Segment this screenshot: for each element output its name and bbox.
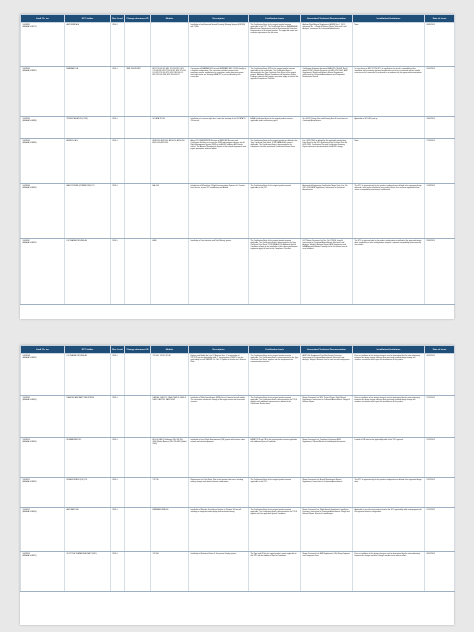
- cell-stc-holder: EMBRAER S.A.: [65, 67, 111, 117]
- table-row: [21, 67, 455, 117]
- column-header: Rev. Level: [111, 346, 125, 354]
- easa-reference: (EASA.A.S.08887): [22, 70, 37, 73]
- cell-limitations: Applicable to S/N 1000 and up: [353, 117, 425, 139]
- change-number: 10033908: [22, 355, 31, 357]
- cell-limitations: Prior to installation of this design change it must be determined that the interrelationship between this design change and any other previously installed design change will introduce no adverse effect upon the airworthiness of the product.: [353, 396, 425, 438]
- table-row: [21, 438, 455, 478]
- cell-rev-level: REV. 0: [111, 354, 125, 396]
- cell-date-of-issue: 08/05/2015: [425, 23, 455, 67]
- cell-change-no: [21, 396, 65, 438]
- cell-models: 737-700: [151, 478, 189, 508]
- cell-rev-level: REV. 0: [111, 478, 125, 508]
- cell-stc-holder: AEROSPATIALE: [65, 23, 111, 67]
- table-row: [21, 508, 455, 552]
- column-header: Change document ID: [125, 346, 151, 354]
- cell-change-no: [21, 139, 65, 184]
- cell-cert-basis: The Type and CB for the original product remain applicable to this STC with the addition of Special Conditions.: [249, 552, 301, 592]
- change-number: 10033905: [22, 140, 31, 142]
- cell-change-no: [21, 184, 65, 239]
- column-header: Models: [151, 346, 189, 354]
- cell-rev-level: REV. 0: [111, 438, 125, 478]
- cell-rev-level: REV. 0: [111, 67, 125, 117]
- change-number: 10033913: [22, 553, 31, 555]
- change-number: 10033903: [22, 68, 31, 70]
- change-number: 10033907: [22, 240, 31, 242]
- cell-date-of-issue: 08/11/2015: [425, 354, 455, 396]
- easa-reference: (EASA.A.S.08889): [22, 142, 37, 145]
- cell-description: Installation of Live television and 'Feel Making' system.: [189, 239, 249, 305]
- cell-date-of-issue: 12/11/2015: [425, 396, 455, 438]
- table-row: [21, 478, 455, 508]
- cell-models: [151, 23, 189, 67]
- column-header: Installation/Limitations: [353, 15, 425, 23]
- cell-date-of-issue: 17/06/2015: [425, 139, 455, 184]
- cell-stc-holder: BAE SYSTEMS (OPERATIONS) LTD: [65, 184, 111, 239]
- cell-models: EMBRAER EMB-500: [151, 508, 189, 552]
- cell-change-doc: [125, 438, 151, 478]
- column-header: Models: [151, 15, 189, 23]
- cell-limitations: None: [353, 139, 425, 184]
- column-header: Date of issue: [425, 15, 455, 23]
- cell-date-of-issue: 18/05/2015: [425, 117, 455, 139]
- cell-limitations: In case where no ERJ 170/190 STC is installed on the aircraft, compatibility of this installation with previously approved modifications must be re-assessed and the installer must ensure the conversion is performed in accordance with the approved documentation.: [353, 67, 425, 117]
- column-header: Description: [189, 346, 249, 354]
- cell-models: A318-100, A319-100, A320-100, A320-200, A321-100, A321-200: [151, 139, 189, 184]
- cell-stc-holder: SCOTTISH TRAINER AIRCRAFT (INTL): [65, 552, 111, 592]
- cell-stc-holder: TRIDENT AVIATION (CITIE): [65, 117, 111, 139]
- cell-tech-docs: AFMT 800 Supplement Post-Mod Design Document, Instructions for Continued Airworthiness, Electrical Load Analysis, Weight & Balance Data for each aircraft configuration.: [301, 354, 353, 396]
- cell-rev-level: REV. 0: [111, 552, 125, 592]
- cell-rev-level: REV. 0: [111, 139, 125, 184]
- cell-limitations: Prior to installation of this design change it must be determined that the interrelationship between this change and other changes introduces no adverse effect.: [353, 552, 425, 592]
- cell-rev-level: REV. 0: [111, 239, 125, 305]
- cell-models: BD-100-1A10 (Challenger 300), BD-700-1A10 (Global Express), BD-700-1A11 (Global 5000): [151, 438, 189, 478]
- change-number: 10033852: [22, 24, 31, 26]
- stc-table: [20, 14, 455, 305]
- table-body: [21, 23, 455, 305]
- cell-rev-level: REV. 0: [111, 508, 125, 552]
- table-row: [21, 239, 455, 305]
- easa-reference: (EASA.A.S.08888): [22, 120, 37, 123]
- cell-change-doc: [125, 139, 151, 184]
- table-row: [21, 23, 455, 67]
- column-header: Rev. Level: [111, 15, 125, 23]
- cell-tech-docs: Aeronautical Engineering Certification Report Data, Doc. No. 2015-1234, AFM Supplement, Instructions for Continued Airworthiness.: [301, 184, 353, 239]
- cell-tech-docs: No. 40/107 Design Data and Drawing Rev. A, Instructions for Continued Airworthiness.: [301, 117, 353, 139]
- cell-change-no: [21, 508, 65, 552]
- cell-stc-holder: BOMBARDIER INC: [65, 438, 111, 478]
- cell-description: Installation of an In-Flight Entertainment (IFE) system with wireless cabin network and related equipment.: [189, 438, 249, 478]
- cell-change-doc: [125, 184, 151, 239]
- table-row: [21, 139, 455, 184]
- cell-cert-basis: The Certification Basis for the original product remains applicable to this STC.: [249, 478, 301, 508]
- cell-change-doc: [125, 354, 151, 396]
- document-page-1: [20, 14, 454, 319]
- cell-models: DA20-A1, DA20-C1, DA40, DA40 D, DA40 F, DA42, DA42 NG, DA42 M-NG: [151, 396, 189, 438]
- cell-tech-docs: Master Document List, Aircraft Maintenance Manual Supplement, Instructions for Continued Airworthiness.: [301, 478, 353, 508]
- cell-tech-docs: Certification Summary document EMB-FRC-CS-0001 Rev B dated 12/2015, Master Document List MDL-FRC-0002, AFM Supplement, Weight and Balance Manual Supplement, Instructions for Continued Airworthiness and Component Maintenance Manual.: [301, 67, 353, 117]
- cell-tech-docs: Airplane Flight Manual Supplement (AFMS) Rev. 1, 2015, document No. ... Weight & Balance Report, Electrical Load Analysis, Instructions for Continued Airworthiness.: [301, 23, 353, 67]
- cell-change-no: [21, 354, 65, 396]
- cell-tech-docs: Master Document List, AFM Supplement, ICA, Wiring Diagrams and Component Data.: [301, 552, 353, 592]
- cell-tech-docs: Doc. 00/95 1809 as defined by the applicable specification. Data Sheet for the 2015 Extension of the Technical Data No. 00/95 1809. Certification Plan and Certification Summary Report references documented for the ADIRU change.: [301, 139, 353, 184]
- table-row: [21, 552, 455, 592]
- cell-models: BAe 146: [151, 184, 189, 239]
- column-header: Change document ID: [125, 15, 151, 23]
- easa-reference: (EASA.A.S.08890): [22, 187, 37, 190]
- cell-cert-basis: The Certification Basis (CB) for the original product remains applicable to this certification. The Certification Basis is documented in the Type Certificate Data Sheet of the original product. Additional Special Conditions and Equivalent Safety Findings related to the freighter conversion apply as listed in the approved Compliance Checklist.: [249, 67, 301, 117]
- change-number: 10033912: [22, 509, 31, 511]
- table-body: [21, 354, 455, 592]
- cell-limitations: None: [353, 23, 425, 67]
- cell-date-of-issue: 09/07/2015: [425, 67, 455, 117]
- cell-description: Conversion of EMBRAER ERJ aircraft (EMBRAER ERJ 170/190 family) to a freighter configuration. The conversion includes removal of the passenger interior, installation of a cargo door, smoke detection system and cargo barrier net. Existing EASA STC's are not affected by this conversion.: [189, 67, 249, 117]
- cell-date-of-issue: 28/09/2015: [425, 239, 455, 305]
- cell-cert-basis: The Certification Basis for the original product remains applicable. The Certification Basis is documented in the Type Certificate Data Sheet TCDS EASA.A.110. Additional Special Conditions relating to the installation of the cabin entertainment equipment apply as listed in the Compliance Checklist.: [249, 239, 301, 305]
- table-row: [21, 396, 455, 438]
- change-number: 10033911: [22, 479, 30, 481]
- cell-limitations: Limited to S/N listed in the applicability table of the STC approval.: [353, 438, 425, 478]
- column-header: Certification basis: [249, 346, 301, 354]
- cell-description: Installation of an Enhanced Ground Proximity Warning System (EGPWS) with TCAS: [189, 23, 249, 67]
- cell-cert-basis: The Certification Basis for the original product remains applicable to this STC.: [249, 184, 301, 239]
- easa-reference: (EASA.A.S.08891): [22, 242, 37, 245]
- cell-models: SOCATA TB 700: [151, 117, 189, 139]
- cell-date-of-issue: 08/12/2015: [425, 552, 455, 592]
- column-header: Lindi Ch. no.: [21, 346, 65, 354]
- change-number: 10033904: [22, 118, 31, 120]
- cell-cert-basis: The Certification Basis for the original product as defined in the Type Certificate Data Sheet TCDS EASA.A.064 remains applicable. The Certification Basis is documented in the compliance checklist and related Certification Review Items.: [249, 139, 301, 184]
- cell-change-doc: [125, 396, 151, 438]
- cell-change-doc: [125, 508, 151, 552]
- column-header: Lindi Ch. no.: [21, 15, 65, 23]
- cell-tech-docs: LHT 'Master Document List Doc. No. 1234-M, Issue A, Instructions for Continued Airworthiness, Electrical Load Analysis, Weight & Balance Report, AFM Supplement and EASA Approved Master Drawing List for the relevant aircraft serial numbers.: [301, 239, 353, 305]
- cell-stc-holder: AEROBAYS SA: [65, 508, 111, 552]
- cell-description: Installation of Wide Stand Engine (WSE) kits on Diamond aircraft models. The conversion includes the change of the engine mount and associated structure.: [189, 396, 249, 438]
- cell-description: Installation of Enhanced Vision & Transceiver Display system.: [189, 552, 249, 592]
- easa-reference: (EASA.A.S.08897): [22, 555, 37, 558]
- cell-description: Replace and Modify the Live TV Antenna Sets: 1. Incorporation of STC/STD on the applicability table. 2. Incorporation of SB/STC into the applicability list with SB/MSN, Lic. Ref. 3. Update of the data for Lufthansa Fleet.: [189, 354, 249, 396]
- cell-description: Replacement of a Pitot Static Tube in the forward cabin area, including routing changes and related airframe modifications.: [189, 478, 249, 508]
- easa-reference: (EASA.A.S.08893): [22, 399, 37, 402]
- cell-change-doc: [125, 117, 151, 139]
- column-header: Description: [189, 15, 249, 23]
- cell-description: Introduction of Wheelchair & Flight Instrumentation Systems 3 x Transfer from Service, to new STC modification and Airfield.: [189, 184, 249, 239]
- cell-rev-level: REV. 0: [111, 184, 125, 239]
- cell-limitations: The STC is approved only for the product configuration as defined in the approved design data. Installation on other configurations requires a separate compatibility assessment by the installer.: [353, 239, 425, 305]
- cell-cert-basis: The Certification Basis for the original product remains applicable. The Certification Basis is documented in the TCDS together with the applicable Special Conditions.: [249, 508, 301, 552]
- document-page-2: [20, 345, 454, 625]
- cell-models: 747-400, 747-8I, 747-8F: [151, 354, 189, 396]
- change-number: 10033910: [22, 439, 31, 441]
- cell-change-no: [21, 67, 65, 117]
- cell-limitations: This STC is approved only for the product configuration as defined in the approved design data and it must not be installed on any product where it has not been approved before, unless a compatibility assessment is performed.: [353, 184, 425, 239]
- change-number: 10033906: [22, 185, 31, 187]
- cell-cert-basis: The Certification Basis for the original product remains applicable to this STC. The Certification Basis is (EASA/EASA) Airworthiness Requirements and the Environmental Protection Requirements of the original product. The applicable noise and emission requirements are the same.: [249, 23, 301, 67]
- cell-stc-holder: AIRBUS S.A.S.: [65, 139, 111, 184]
- table-row: [21, 184, 455, 239]
- cell-date-of-issue: 12/08/2015: [425, 184, 455, 239]
- column-header: Date of issue: [425, 346, 455, 354]
- easa-reference: (EASA.A.S.08895): [22, 481, 37, 484]
- cell-change-doc: [125, 239, 151, 305]
- table-row: [21, 354, 455, 396]
- cell-cert-basis: EASA TCDS and CB for the original product remain applicable with additional Special Conditions.: [249, 438, 301, 478]
- column-header: Associated Technical Documentation: [301, 15, 353, 23]
- cell-rev-level: REV. 0: [111, 396, 125, 438]
- cell-rev-level: REV. 0: [111, 117, 125, 139]
- change-number: 10033909: [22, 397, 31, 399]
- cell-cert-basis: The Certification Basis for the original product remains applicable. The Certification Basis is as documented in the Type Certificate Data Sheet, together with the requirements for environmental protection.: [249, 354, 301, 396]
- cell-description: Installation of a camera sight door / under the fuselage of the SOCATA TB 700 aircraft.: [189, 117, 249, 139]
- column-header: Certification basis: [249, 15, 301, 23]
- cell-models: 747-400: [151, 552, 189, 592]
- cell-stc-holder: LUFTHANSA TECHNIK AG: [65, 354, 111, 396]
- easa-reference: (EASA.A.S.08892): [22, 357, 37, 360]
- cell-description: Airbus PCI: EMS/BRS/PMI Revision of EMS/LMS Receiver and Certification Solution to increase the ISSN and maintain tolerance for the Flight Management System (FMS) in the ADIRU of Airbus A320 family aircraft. The Avionics Management System of the related components and pages appropriate software update.: [189, 139, 249, 184]
- column-header: STC holder: [65, 15, 111, 23]
- stc-table: [20, 345, 455, 592]
- cell-stc-holder: RE AEROSPACE (UK) LTD: [65, 478, 111, 508]
- cell-tech-docs: Master Document List, Flight Manual Supplement, Installation Drawings, Instructions for Continued Airworthiness, Weight and Balance Report, Electrical Load Analysis.: [301, 508, 353, 552]
- cell-change-no: [21, 23, 65, 67]
- cell-tech-docs: Master Document List 'MDL' Project Report, Flight Manual Supplement, Instructions for Continued Airworthiness, Weight & Balance Report.: [301, 396, 353, 438]
- cell-change-no: [21, 552, 65, 592]
- cell-rev-level: REV. 0: [111, 23, 125, 67]
- cell-date-of-issue: 02/12/2015: [425, 508, 455, 552]
- cell-models: ERJ 170-100 LR, ERJ 170-100 STD, ERJ 170-100 SE, ERJ 170-100 SU, ERJ 170-200 LR, ERJ 170-200 STD, ERJ 190-100 LR, ERJ 190-100 IGW, ERJ 190-200 LR: [151, 67, 189, 117]
- easa-reference: (EASA.A.S.08896): [22, 511, 37, 514]
- easa-reference: (EASA.A.S.08572): [22, 26, 37, 29]
- cell-change-doc: [125, 23, 151, 67]
- cell-change-no: [21, 438, 65, 478]
- easa-reference: (EASA.A.S.08894): [22, 441, 37, 444]
- column-header: STC holder: [65, 346, 111, 354]
- cell-change-doc: [125, 478, 151, 508]
- cell-change-no: [21, 117, 65, 139]
- cell-cert-basis: The Certification Basis for the original product remains applicable. The Certification Basis is documented in the TCDS together with additional requirements as defined in the Certification Review Items.: [249, 396, 301, 438]
- table-header-row: [21, 346, 455, 354]
- cell-change-doc: SBM 7000/81-RE2: [125, 67, 151, 117]
- cell-cert-basis: EASA Certification Basis for the original product remains applicable under certification project.: [249, 117, 301, 139]
- cell-description: Installation of Weather Surveillance System on Phenom 100 aircraft including an integrated radar display and associated wiring.: [189, 508, 249, 552]
- table-header-row: [21, 15, 455, 23]
- cell-limitations: This STC is approved only for the product configuration as defined in the approved design data.: [353, 478, 425, 508]
- column-header: Installation/Limitations: [353, 346, 425, 354]
- cell-change-no: [21, 239, 65, 305]
- column-header: Associated Technical Documentation: [301, 346, 353, 354]
- cell-limitations: Applicable to aircraft serial numbers listed in the STC applicability table and equipped with the approved avionics configuration.: [353, 508, 425, 552]
- cell-change-doc: [125, 552, 151, 592]
- cell-date-of-issue: 24/11/2015: [425, 478, 455, 508]
- cell-tech-docs: Master Document List, Compliance Summary, AFM Supplement, ICA and Electrical Load Analysis documents.: [301, 438, 353, 478]
- cell-limitations: Prior to installation of this design change it must be determined that the interrelationship between this design change and any other previously installed design change will introduce no adverse effect upon the airworthiness of the product.: [353, 354, 425, 396]
- cell-change-no: [21, 478, 65, 508]
- cell-stc-holder: LUFTHANSA TECHNIK AG: [65, 239, 111, 305]
- cell-date-of-issue: 19/11/2015: [425, 438, 455, 478]
- table-row: [21, 117, 455, 139]
- cell-stc-holder: DIAMOND AIRCRAFT INDUSTRIES: [65, 396, 111, 438]
- cell-models: A380: [151, 239, 189, 305]
